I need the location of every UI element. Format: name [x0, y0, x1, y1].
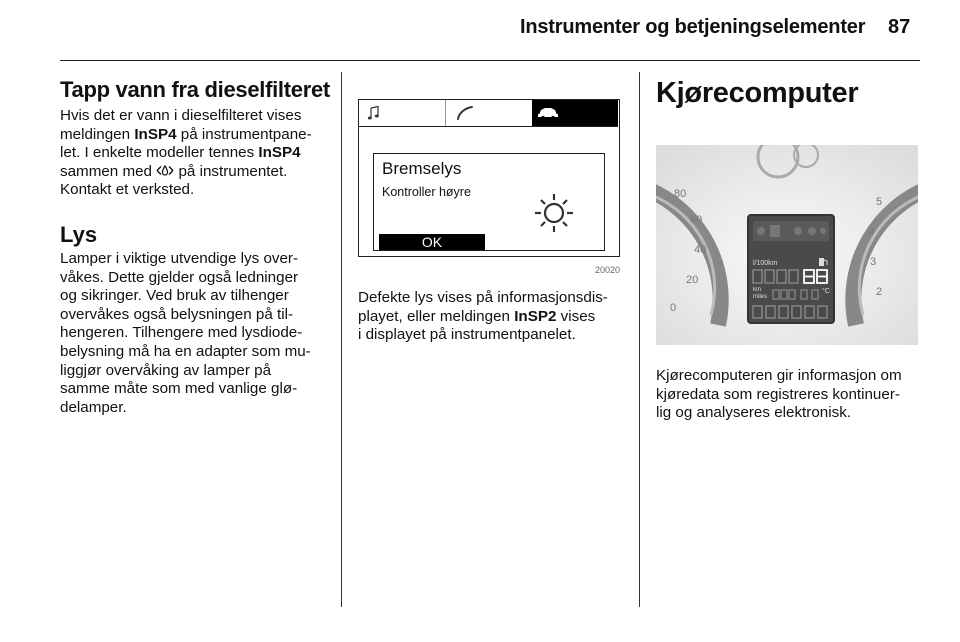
page-header-title: Instrumenter og betjeningselementer [520, 16, 866, 38]
info-display-figure [358, 99, 628, 275]
text-line: playet, eller meldingen [358, 307, 510, 325]
lcd-segment-row-1 [752, 269, 832, 285]
section-heading-kjorecomputer: Kjørecomputer [656, 77, 859, 109]
trip-computer-caption [656, 367, 926, 423]
svg-text:80: 80 [674, 188, 687, 200]
lcd-segment-row-2 [772, 289, 822, 301]
svg-text:20: 20 [686, 274, 699, 286]
message-subtitle: Kontroller høyre [382, 185, 471, 199]
text-line: liggjør overvåking av lamper på [60, 361, 272, 379]
page-number: 87 [888, 16, 911, 38]
column-middle [358, 76, 628, 345]
dieselfilter-paragraph [60, 107, 335, 200]
text-line: Kjørecomputeren gir informasjon om [656, 367, 902, 384]
text-line: overvåkes også belysningen på til- [60, 305, 294, 323]
column-divider-1 [341, 72, 342, 607]
display-caption [358, 289, 628, 345]
text-line: let. I enkelte modeller tennes [60, 144, 255, 162]
svg-text:2: 2 [876, 286, 883, 298]
text-line: på instrumentpane- [180, 125, 312, 143]
display-tab-bar [359, 100, 618, 127]
text-line: og sikringer. Ved bruk av tilhenger [60, 287, 289, 305]
lys-paragraph [60, 250, 335, 417]
text-line: Kontakt et verksted. [60, 181, 195, 199]
text-line: lig og analyseres elektronisk. [656, 404, 852, 422]
ok-button[interactable]: OK [379, 234, 485, 250]
text-line: hengeren. Tilhengere med lysdiode- [60, 324, 303, 342]
svg-text:3: 3 [870, 256, 877, 268]
lcd-miles-label: miles [753, 294, 768, 300]
text-line: våkes. Dette gjelder også ledninger [60, 268, 299, 286]
text-line: Hvis det er vann i dieselfilteret vises [60, 107, 302, 124]
tab-vehicle [532, 100, 618, 126]
lcd-segment-row-3 [752, 305, 832, 321]
info-display-screen [358, 99, 620, 257]
bulb-warning-icon [528, 190, 580, 236]
text-line: Lamper i viktige utvendige lys over- [60, 249, 299, 267]
text-line: vises [560, 307, 596, 325]
svg-text:40: 40 [694, 244, 707, 256]
tab-audio [359, 100, 446, 126]
text-line: belysning må ha en adapter som mu- [60, 342, 311, 360]
fuel-filter-warning-icon [156, 164, 174, 177]
text-line: delamper. [60, 398, 127, 416]
header-rule [60, 60, 920, 61]
phone-icon [456, 105, 474, 121]
text-line: i displayet på instrumentpanelet. [358, 326, 576, 344]
svg-text:60: 60 [690, 214, 703, 226]
svg-text:5: 5 [876, 196, 883, 208]
text-line: meldingen [60, 125, 131, 143]
column-right [656, 76, 926, 423]
text-line: kjøredata som registreres kontinuer- [656, 385, 900, 403]
fuel-pump-icon [818, 257, 828, 267]
section-heading-dieselfilter: Tapp vann fra dieselfilteret [60, 77, 330, 102]
lcd-km-label: km [753, 287, 761, 293]
text-line: samme måte som med vanlige glø- [60, 380, 298, 398]
insp4-code: InSP4 [258, 144, 301, 162]
lcd-unit-label: l/100km [753, 260, 778, 267]
insp4-code: InSP4 [134, 125, 177, 143]
lcd-temp-unit: °C [822, 288, 830, 295]
car-icon [537, 106, 559, 120]
text-line: på instrumentet. [178, 162, 288, 180]
tab-phone [446, 100, 532, 126]
message-title: Bremselys [382, 159, 462, 178]
column-left [60, 76, 335, 417]
section-heading-lys: Lys [60, 221, 98, 247]
warning-message-box [373, 153, 605, 251]
text-line: Defekte lys vises på informasjonsdis- [358, 289, 608, 306]
insp2-code: InSP2 [514, 307, 557, 325]
column-divider-2 [639, 72, 640, 607]
figure-number: 20020 [594, 265, 620, 275]
svg-text:4: 4 [868, 226, 875, 238]
svg-text:0: 0 [670, 302, 677, 314]
instrument-cluster-photo [656, 145, 918, 345]
text-line: sammen med [60, 162, 153, 180]
music-note-icon [367, 105, 381, 121]
